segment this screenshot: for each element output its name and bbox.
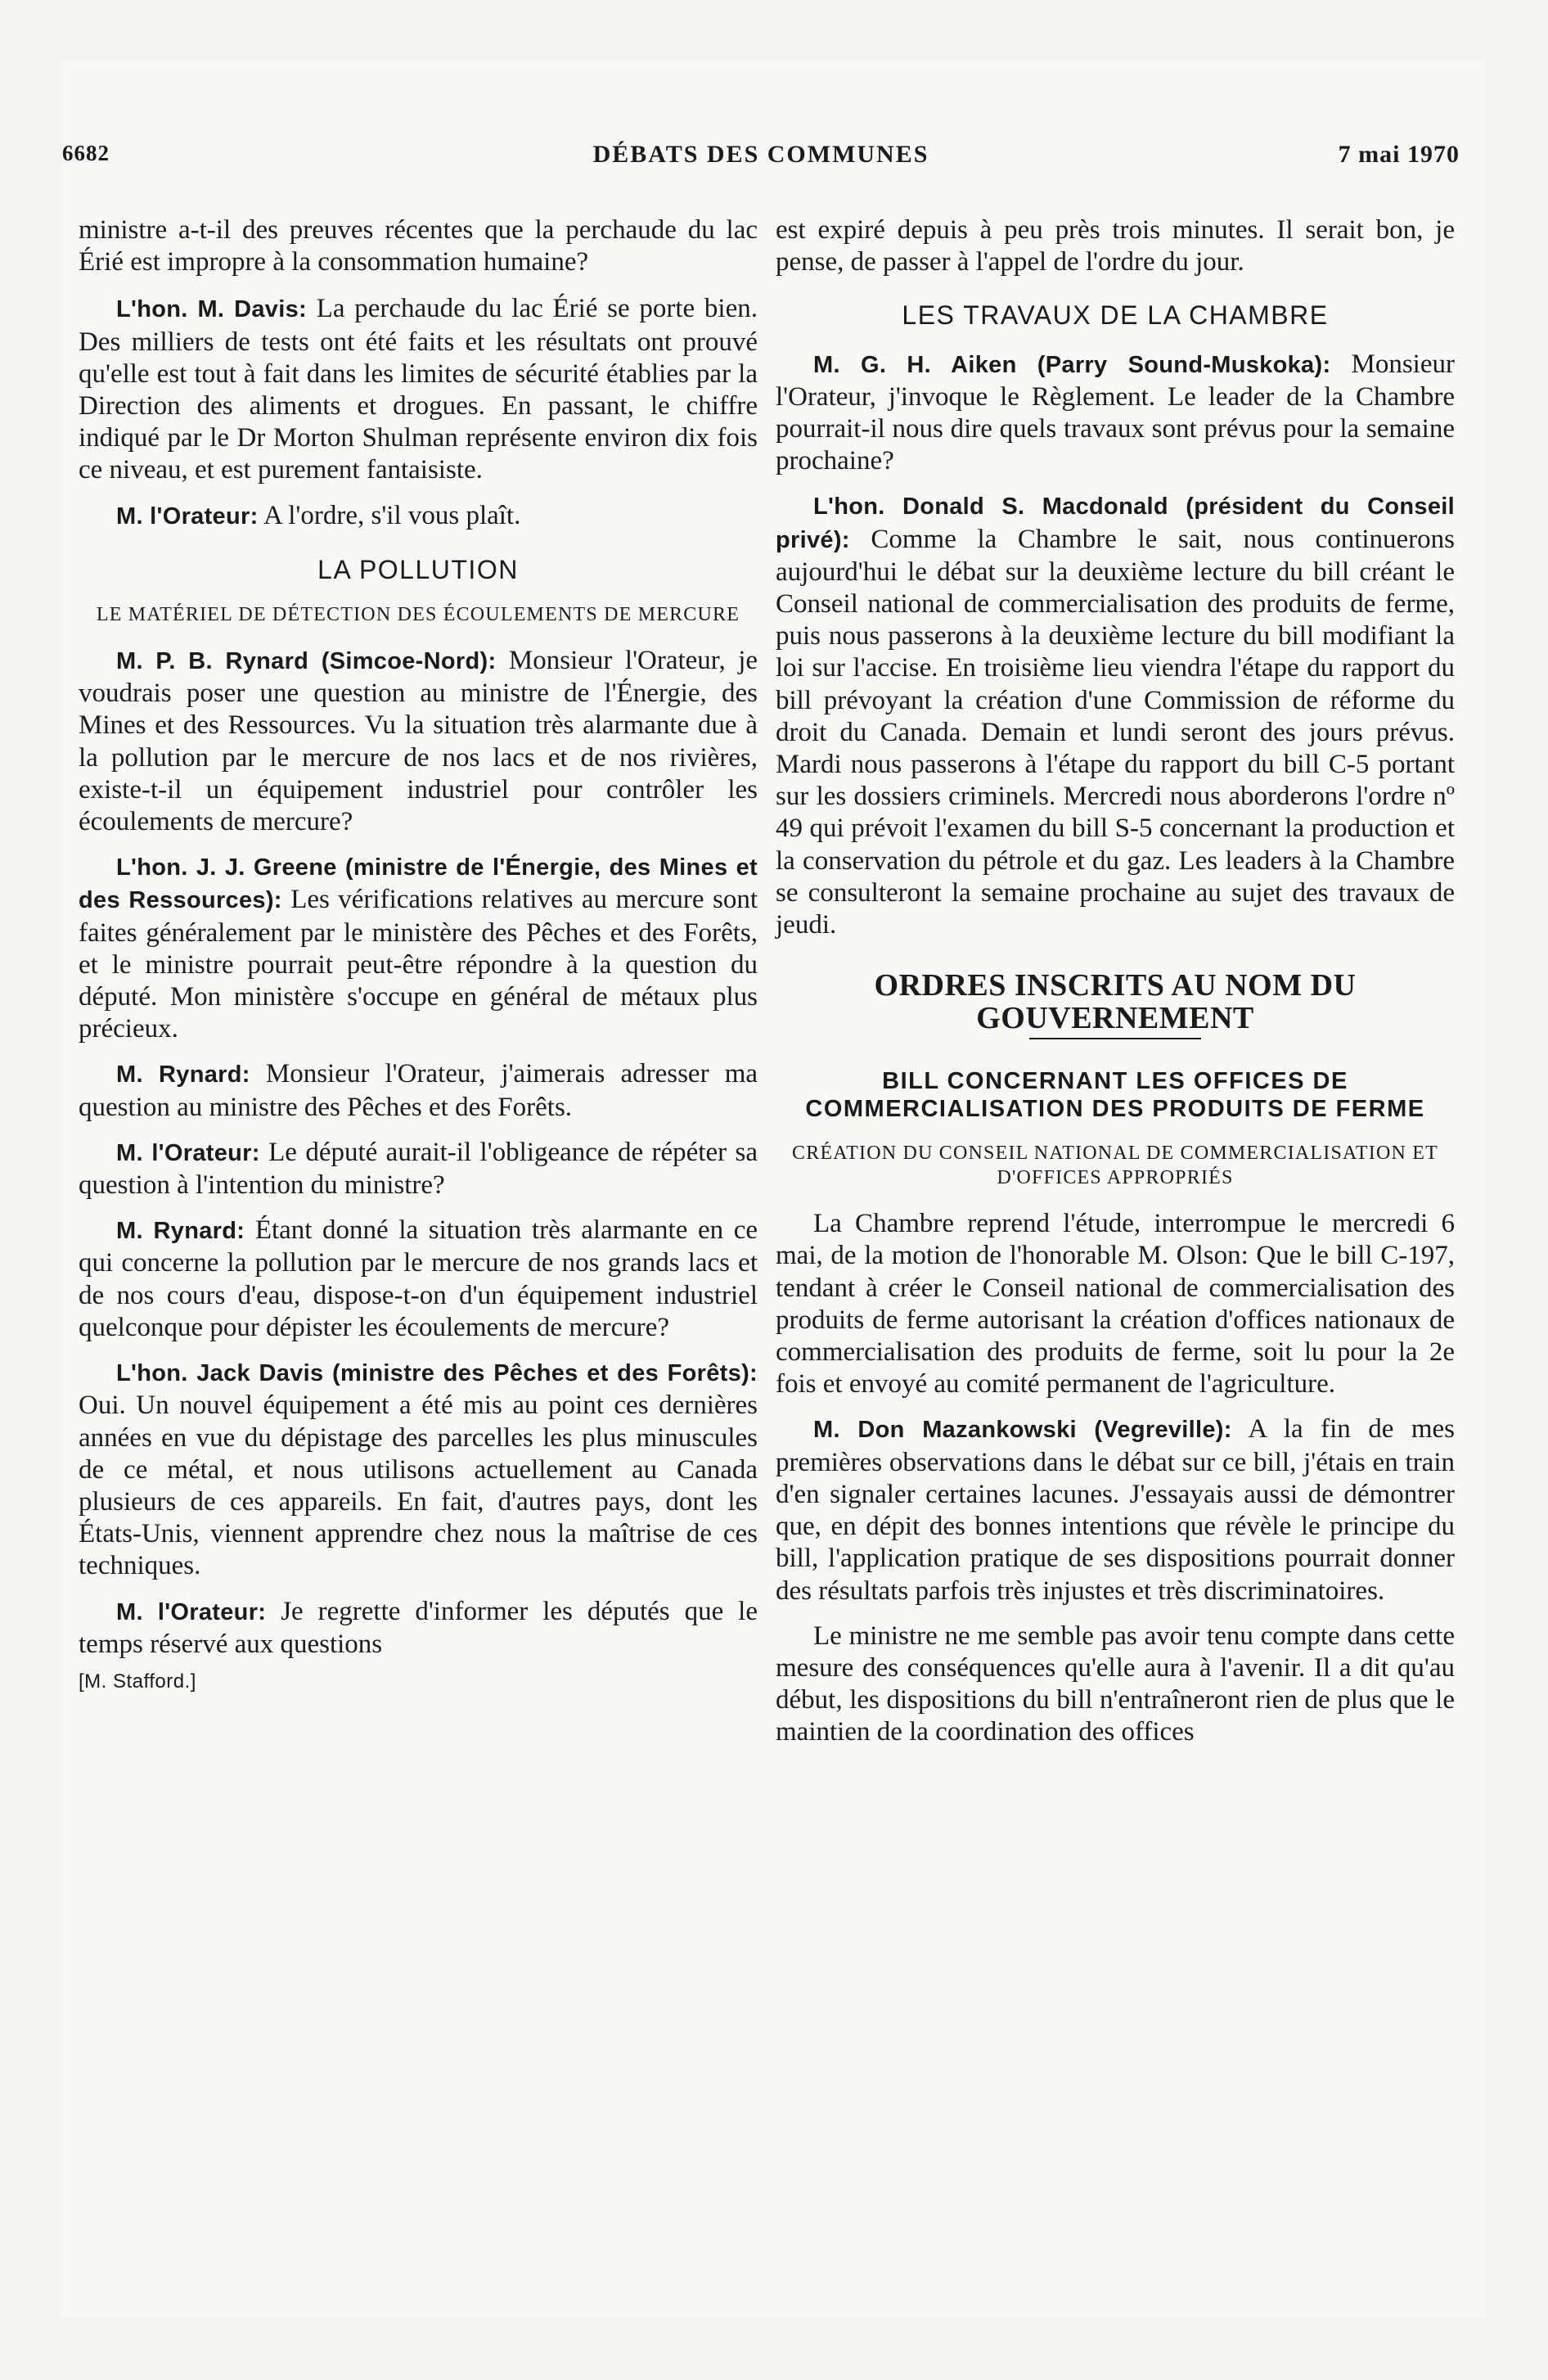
speech-text: A la fin de mes premières observations dans le débat sur ce bill, j'étais en train d'en signaler certaines lacunes. J'essayais aussi de démontrer que, en dépit des bonnes intentions que révèle le principe du bill, l'application pratique de ses dispositions pourrait donner des résultats parfois très injustes et très discriminatoires.	[776, 1414, 1455, 1606]
speech-paragraph	[79, 500, 758, 533]
speech-text: Les vérifications relatives au mercure sont faites généralement par le ministère des Pêches et des Forêts, et le ministre pourrait peut-être répondre à la question du député. Mon ministère s'occupe en général de métaux plus précieux.	[79, 885, 758, 1044]
page-date: 7 mai 1970	[1338, 141, 1460, 168]
speaker-reference: [M. Stafford.]	[79, 1670, 196, 1693]
section-heading: LA POLLUTION	[317, 554, 519, 584]
speaker-name: M. l'Orateur:	[116, 1139, 260, 1166]
speech-paragraph	[776, 349, 1455, 478]
speaker-name: M. G. H. Aiken (Parry Sound-Muskoka):	[813, 351, 1331, 378]
heading-rule	[1029, 1038, 1201, 1039]
speech-text: La perchaude du lac Érié se porte bien. Des milliers de tests ont été faits et les résultats ont prouvé qu'elle est tout à fait dans les limites de sécurité établies par la Direction des aliments et drogues. En passant, le chiffre indiqué par le Dr Morton Shulman représente environ dix fois ce niveau, et est purement fantaisiste.	[79, 294, 758, 485]
speaker-name: M. Rynard:	[116, 1062, 250, 1089]
page-number: 6682	[62, 141, 110, 165]
speech-text: Monsieur l'Orateur, j'invoque le Règlement. Le leader de la Chambre pourrait-il nous dire quels travaux sont prévus pour la semaine prochaine?	[776, 349, 1455, 476]
right-column	[776, 214, 1455, 1762]
speech-text: Étant donné la situation très alarmante en ce qui concerne la pollution par le mercure de nos grands lacs et de nos cours d'eau, dispose-t-on d'un équipement industriel quelconque pour dépister les écoulements de mercure?	[79, 1215, 758, 1342]
speaker-name: L'hon. Jack Davis (ministre des Pêches et des Forêts):	[116, 1360, 758, 1387]
speech-text: Oui. Un nouvel équipement a été mis au point ces dernières années en vue du dépistage des parcelles les plus minuscules de ce métal, et nous utilisons actuellement au Canada plusieurs de ces appareils. En fait, d'autres pays, dont les États-Unis, viennent apprendre chez nous la maîtrise de ces techniques.	[79, 1391, 758, 1581]
speaker-name: M. P. B. Rynard (Simcoe-Nord):	[116, 648, 497, 675]
bill-subheading: CRÉATION DU CONSEIL NATIONAL DE COMMERCIALISATION ET D'OFFICES APPROPRIÉS	[792, 1143, 1438, 1189]
speech-paragraph	[79, 645, 758, 838]
speech-paragraph	[79, 1596, 758, 1661]
speaker-name: L'hon. Donald S. Macdonald (président du Conseil privé):	[776, 494, 1455, 553]
speech-text: Monsieur l'Orateur, j'aimerais adresser ma question au ministre des Pêches et des Forêts.	[79, 1059, 758, 1122]
paragraph: Le ministre ne me semble pas avoir tenu compte dans cette mesure des conséquences qu'elle aura à l'avenir. Il a dit qu'au début, les dispositions du bill n'entraîneront rien de plus que le maintien de la coordination des offices	[776, 1620, 1455, 1747]
bill-heading: BILL CONCERNANT LES OFFICES DE COMMERCIALISATION DES PRODUITS DE FERME	[805, 1068, 1425, 1123]
speech-paragraph	[776, 490, 1455, 941]
speaker-name: M. l'Orateur:	[116, 503, 259, 530]
speaker-name: M. Rynard:	[116, 1218, 245, 1245]
section-heading: LES TRAVAUX DE LA CHAMBRE	[902, 300, 1329, 331]
paragraph: est expiré depuis à peu près trois minutes. Il serait bon, je pense, de passer à l'appel de l'ordre du jour.	[776, 215, 1455, 277]
running-header	[62, 141, 1460, 174]
speech-paragraph	[79, 1058, 758, 1123]
speech-text: A l'ordre, s'il vous plaît.	[263, 500, 521, 530]
speech-paragraph	[79, 1215, 758, 1344]
speech-text: Le député aurait-il l'obligeance de répéter sa question à l'intention du ministre?	[79, 1137, 758, 1201]
speech-paragraph	[79, 1137, 758, 1201]
speech-paragraph	[79, 1357, 758, 1582]
left-column	[79, 214, 758, 1697]
speaker-name: L'hon. J. J. Greene (ministre de l'Énergie, des Mines et des Ressources):	[79, 854, 758, 914]
speech-paragraph	[79, 851, 758, 1045]
speech-text: Je regrette d'informer les députés que le temps réservé aux questions	[79, 1596, 758, 1659]
paragraph: ministre a-t-il des preuves récentes que la perchaude du lac Érié est impropre à la consommation humaine?	[79, 215, 758, 277]
speech-paragraph	[79, 293, 758, 486]
speaker-name: L'hon. M. Davis:	[116, 296, 307, 323]
speech-text: Monsieur l'Orateur, je voudrais poser une question au ministre de l'Énergie, des Mines et des Ressources. Vu la situation très alarmante due à la pollution par le mercure de nos lacs et de nos rivières, existe-t-il un équipement industriel pour contrôler les écoulements de mercure?	[79, 646, 758, 837]
subsection-heading: LE MATÉRIEL DE DÉTECTION DES ÉCOULEMENTS DE MERCURE	[96, 604, 740, 626]
speaker-name: M. l'Orateur:	[116, 1598, 267, 1625]
speaker-name: M. Don Mazankowski (Vegreville):	[813, 1417, 1232, 1444]
speech-paragraph	[776, 1413, 1455, 1607]
speech-text: Comme la Chambre le sait, nous continuerons aujourd'hui le débat sur la deuxième lecture du bill créant le Conseil national de commercialisation des produits de ferme, puis nous passerons à la deuxième lecture du bill modifiant la loi sur l'accise. En troisième lieu viendra l'étape du rapport du bill prévoyant la création d'une Commission de réforme du droit du Canada. Demain et lundi seront des jours prévus. Mardi nous passerons à l'étape du rapport du bill C-5 portant sur les dossiers criminels. Mercredi nous aborderons l'ordre nº 49 qui prévoit l'examen du bill S-5 concernant la production et la conservation du pétrole et du gaz. Les leaders à la Chambre se consulteront la semaine prochaine au sujet des travaux de jeudi.	[776, 524, 1456, 940]
publication-title: DÉBATS DES COMMUNES	[592, 141, 929, 168]
paragraph: La Chambre reprend l'étude, interrompue le mercredi 6 mai, de la motion de l'honorable M. Olson: Que le bill C-197, tendant à créer le Conseil national de commercialisation des produits de ferme autorisant la création d'offices nationaux de commercialisation des produits de ferme, soit lu pour la 2e fois et envoyé au comité permanent de l'agriculture.	[776, 1209, 1455, 1400]
orders-heading: ORDRES INSCRITS AU NOM DU GOUVERNEMENT	[874, 968, 1357, 1036]
